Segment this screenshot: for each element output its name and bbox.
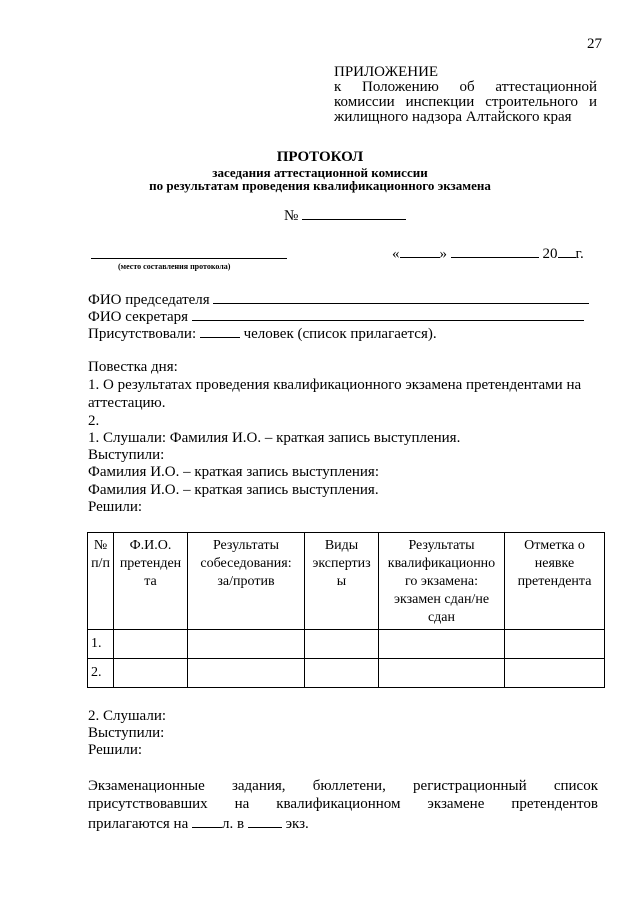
closing-word: присутствовавших [88,796,208,812]
header-line: Ф.И.О. [129,538,172,553]
appendix-word: строительного [485,94,579,110]
header-line: за/против [217,574,275,589]
present-count-blank [200,323,240,338]
table-row [88,659,605,688]
appendix-word: комиссии [334,94,395,110]
header-line: претендента [517,574,592,589]
date-year-suffix: г. [575,246,584,262]
agenda-item-1-line-2: аттестацию. [88,395,166,411]
closing-word: список [553,778,598,794]
date-day-blank [400,243,440,258]
place-blank [91,244,287,259]
closing-mid: л. в [222,816,245,832]
header-line: квалификационно [387,556,496,571]
date-month-blank [451,243,539,258]
header-interview [188,533,305,630]
agenda-item-1-line-1: 1. О результатах проведения квалификационного экзамена претендентами на [88,377,582,393]
header-fio [114,533,188,630]
appendix-line-3: жилищного надзора Алтайского края [334,109,572,125]
closing-word: претендентов [511,796,598,812]
header-line: экзамен сдан/не [393,592,490,607]
table-cell [114,630,188,659]
closing-word: квалификационном [276,796,401,812]
table-cell [305,630,379,659]
table-cell [188,630,305,659]
header-exam-results [379,533,505,630]
protocol-subtitle-1: заседания аттестационной комиссии [212,165,428,180]
closing-prefix: прилагаются на [88,816,189,832]
protocol-subtitle-2: по результатам проведения квалификационного экзамена [149,178,491,193]
header-absence [505,533,605,630]
header-line: ы [336,574,347,589]
section2-spoke: Выступили: [88,725,165,741]
row-number: 2. [88,659,114,688]
table-cell [505,659,605,688]
header-line: неявке [534,556,575,571]
agenda-title: Повестка дня: [88,359,178,375]
closing-word: Экзаменационные [88,778,205,794]
header-expertise [305,533,379,630]
date-year-blank [558,243,576,258]
section1-decided: Решили: [88,499,143,515]
header-line: Отметка о [524,538,585,553]
section1-speaker-1: Фамилия И.О. – краткая запись выступления: [88,464,379,480]
appendix-word: инспекции [405,94,475,110]
header-number [88,533,114,630]
closing-line-1 [88,777,598,795]
protocol-number-row [284,205,406,225]
closing-word: экзамене [427,796,485,812]
table-cell [379,630,505,659]
chairman-label: ФИО председателя [88,292,210,308]
closing-word: на [234,796,250,812]
table-row [88,630,605,659]
section1-spoke: Выступили: [88,447,165,463]
header-line: та [144,574,157,589]
agenda-item-2: 2. [88,413,100,429]
table-cell [188,659,305,688]
page-number: 27 [587,36,602,52]
date-year-prefix: 20 [542,246,558,262]
header-line: претенден [119,556,182,571]
appendix-block [334,65,597,125]
header-line: Виды [324,538,359,553]
header-line: экспертиз [312,556,371,571]
header-line: Результаты [212,538,280,553]
appendix-line-2 [334,95,597,110]
appendix-word: об [459,79,475,95]
row-number: 1. [88,630,114,659]
place-label: (место составления протокола) [118,262,231,271]
present-row [88,323,437,343]
appendix-word: и [588,94,597,110]
chairman-blank [213,289,589,304]
closing-word: задания, [231,778,286,794]
date-row [392,243,584,263]
section1-heard: 1. Слушали: Фамилия И.О. – краткая запись выступления. [88,430,461,446]
protocol-number-blank [302,205,406,220]
table-cell [505,630,605,659]
closing-word: бюллетени, [312,778,386,794]
date-open-quote: « [392,246,400,262]
appendix-word: аттестационной [495,79,597,95]
header-line: № [93,538,108,553]
appendix-line-1 [334,80,597,95]
table-cell [114,659,188,688]
present-label: Присутствовали: [88,326,197,342]
closing-pages-blank [192,813,222,828]
protocol-title: ПРОТОКОЛ [276,149,364,165]
table-header-row [88,533,605,630]
table-cell [305,659,379,688]
secretary-label: ФИО секретаря [88,309,189,325]
appendix-word: Положению [362,79,439,95]
date-close-quote: » [439,246,447,262]
number-sign: № [284,208,299,224]
closing-line-2 [88,795,598,813]
section2-heard: 2. Слушали: [88,708,167,724]
table-cell [379,659,505,688]
present-suffix: человек (список прилагается). [243,326,437,342]
closing-copies-blank [248,813,282,828]
header-line: собеседования: [200,556,292,571]
section2-decided: Решили: [88,742,143,758]
appendix-word: к [334,79,342,95]
closing-suffix: экз. [285,816,309,832]
secretary-blank [192,306,584,321]
header-line: го экзамена: [405,574,478,589]
header-line: сдан [427,610,456,625]
results-table [87,532,605,688]
closing-line-3 [88,813,309,833]
section1-speaker-2: Фамилия И.О. – краткая запись выступления. [88,482,379,498]
appendix-title: ПРИЛОЖЕНИЕ [334,64,439,80]
header-line: Результаты [408,538,475,553]
closing-word: регистрационный [413,778,527,794]
header-line: п/п [91,556,110,571]
